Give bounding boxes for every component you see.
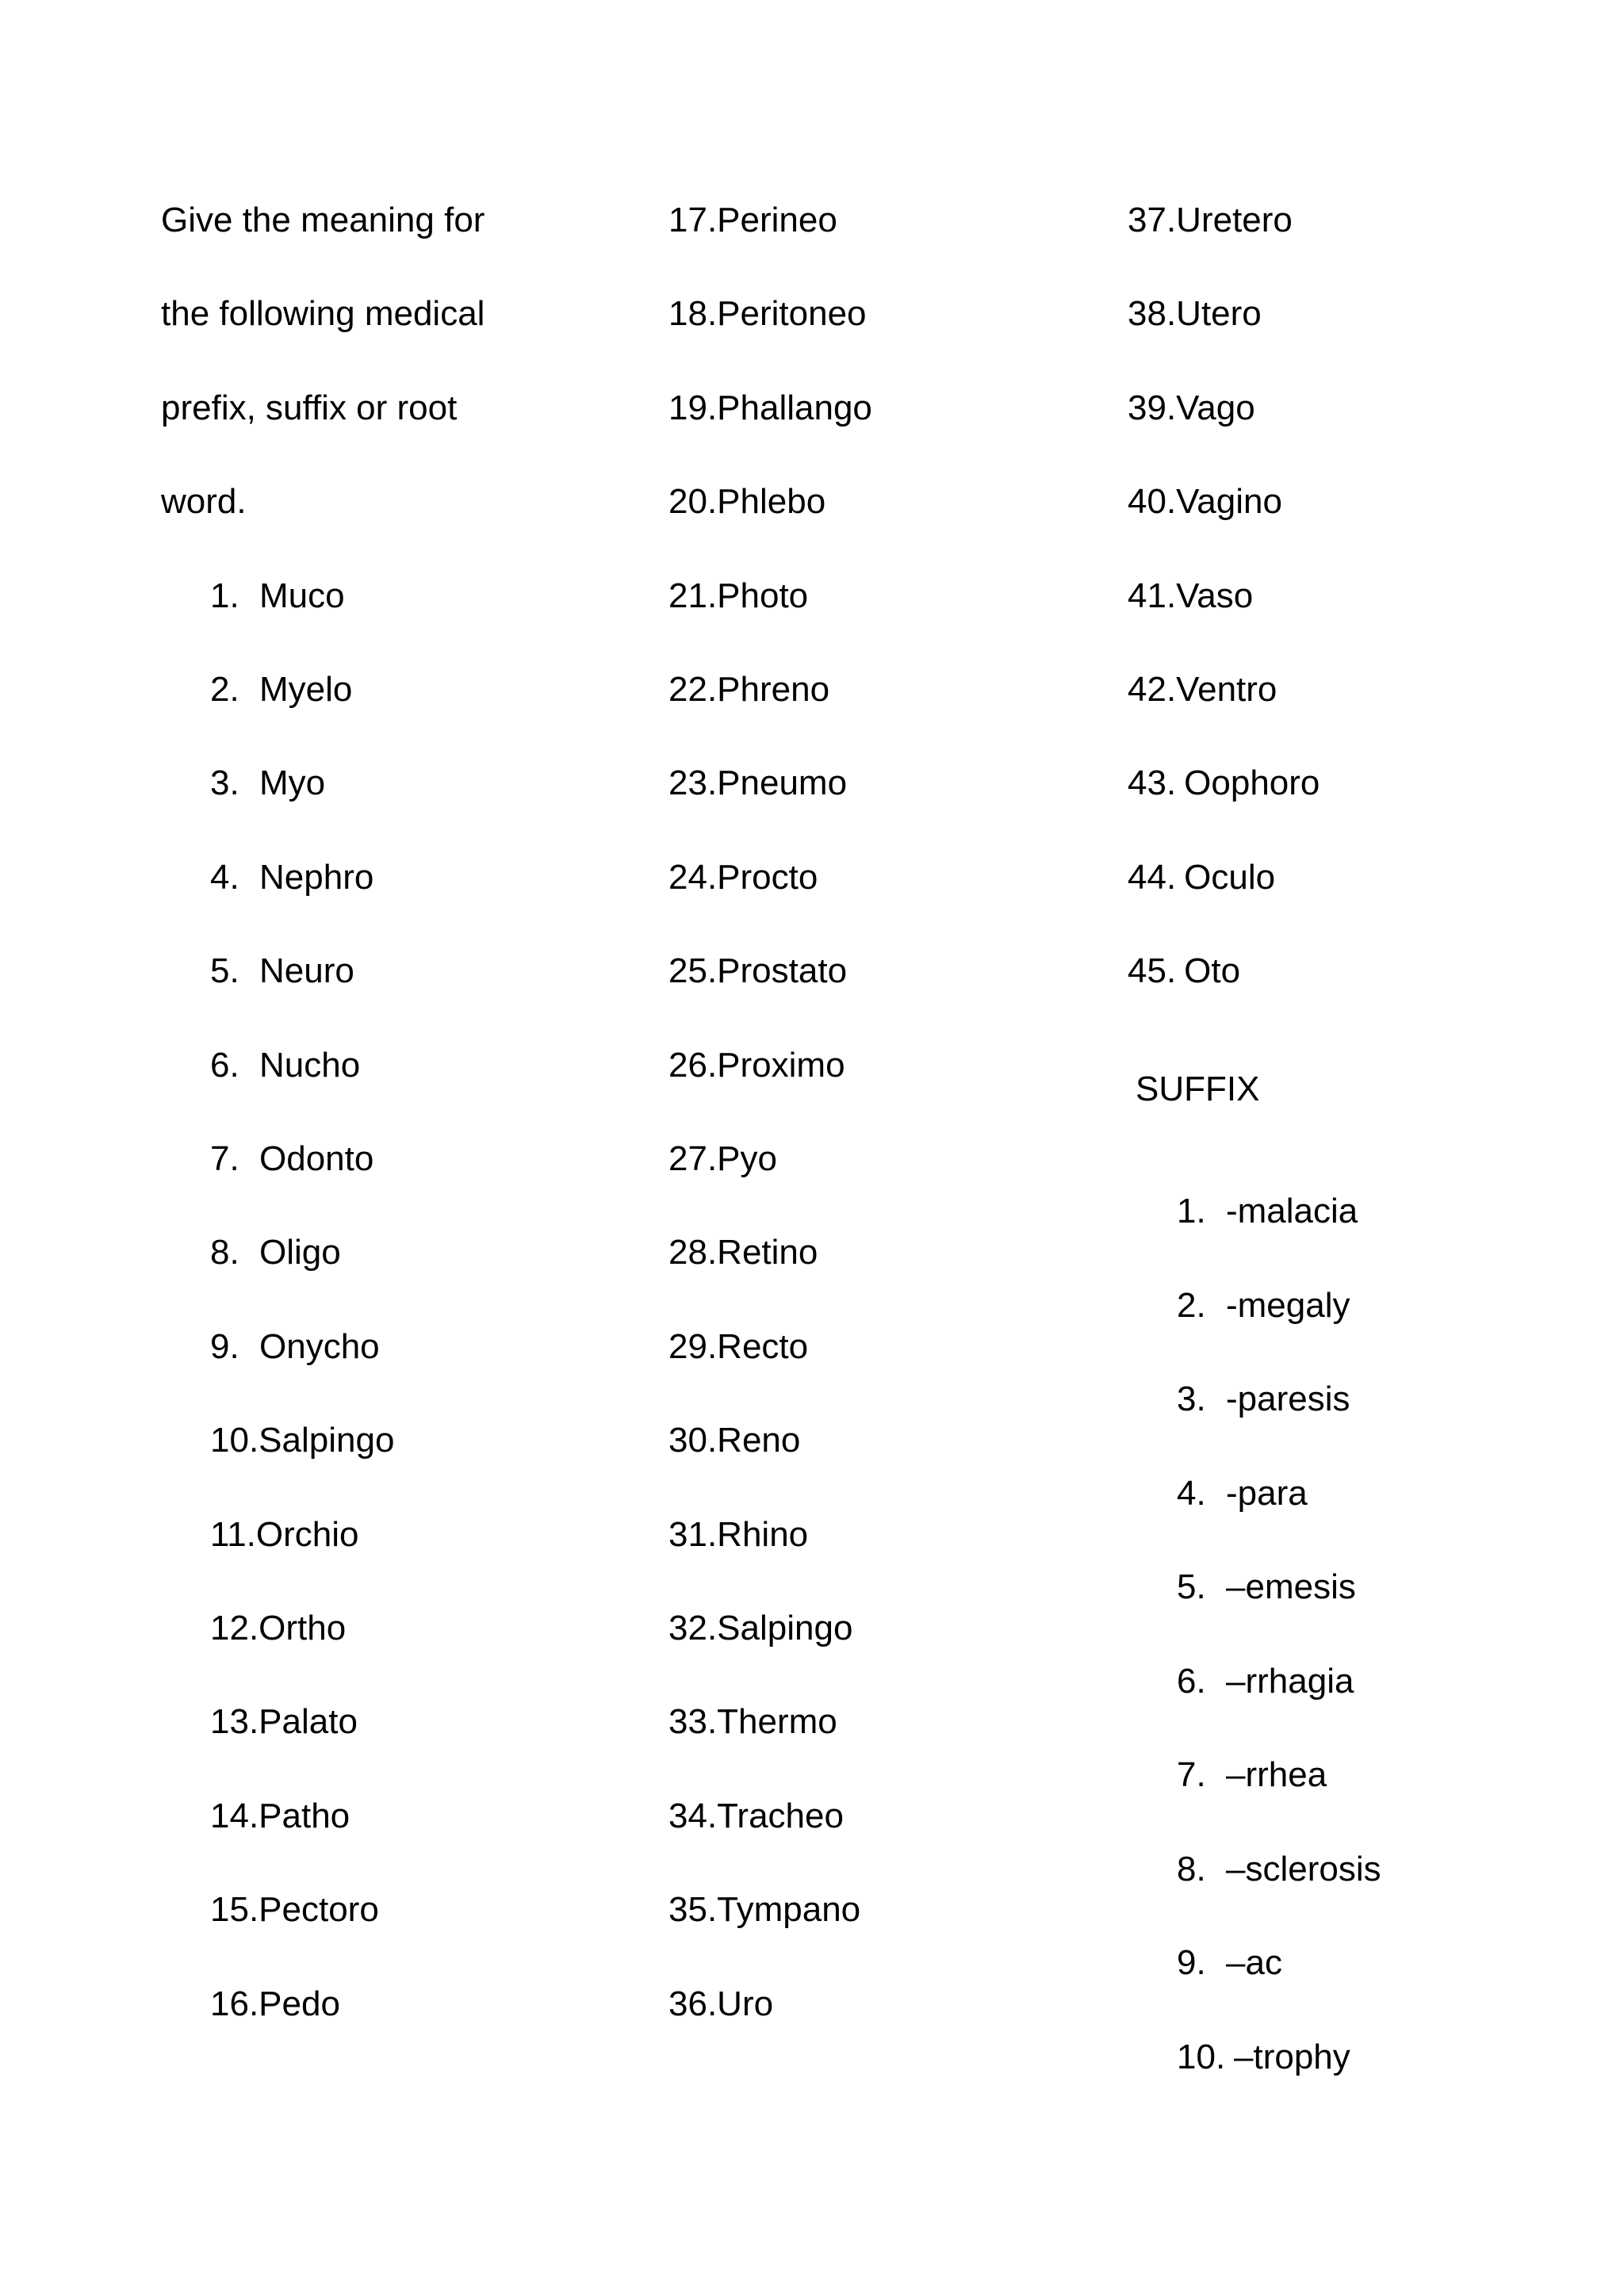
item-term: -megaly bbox=[1226, 1285, 1350, 1325]
item-term: Pectoro bbox=[259, 1890, 379, 1930]
item-term: Prostato bbox=[717, 951, 848, 991]
list-item bbox=[668, 1890, 861, 1930]
item-term: Uretero bbox=[1176, 201, 1293, 239]
item-term: Retino bbox=[717, 1233, 818, 1272]
item-term: Peritoneo bbox=[717, 294, 867, 334]
item-number: 40. bbox=[1128, 482, 1177, 522]
instruction-line bbox=[161, 482, 247, 522]
item-term: -paresis bbox=[1226, 1380, 1350, 1418]
list-item bbox=[1128, 388, 1255, 427]
item-number: 33. bbox=[668, 1702, 718, 1742]
item-term: Oto bbox=[1184, 951, 1241, 991]
item-number: 13. bbox=[210, 1702, 259, 1742]
item-term: Onycho bbox=[259, 1326, 380, 1366]
item-number: 18. bbox=[668, 294, 718, 334]
item-number: 45. bbox=[1128, 951, 1177, 991]
item-term: Proximo bbox=[717, 1045, 845, 1085]
item-term: -para bbox=[1226, 1473, 1308, 1513]
list-item bbox=[210, 1326, 380, 1366]
list-item bbox=[668, 1796, 844, 1835]
item-term: Rhino bbox=[717, 1514, 809, 1554]
item-number: 41. bbox=[1128, 576, 1177, 615]
item-number: 35. bbox=[668, 1890, 718, 1930]
item-term: Tracheo bbox=[717, 1796, 844, 1835]
suffix-item bbox=[1177, 1567, 1356, 1606]
list-item bbox=[210, 1702, 358, 1742]
item-term: Myo bbox=[259, 763, 326, 803]
item-number: 3. bbox=[210, 763, 239, 803]
item-term: Uro bbox=[717, 1984, 774, 2023]
item-term: Oligo bbox=[259, 1233, 341, 1272]
suffix-item bbox=[1177, 2037, 1350, 2076]
item-number: 36. bbox=[668, 1984, 718, 2023]
item-number: 14. bbox=[210, 1796, 259, 1835]
item-number: 6. bbox=[210, 1045, 239, 1085]
list-item bbox=[668, 951, 848, 991]
item-term: Phallango bbox=[717, 388, 872, 427]
item-number: 34. bbox=[668, 1796, 718, 1835]
item-term: Reno bbox=[717, 1421, 801, 1460]
item-number: 8. bbox=[210, 1233, 239, 1272]
item-number: 1. bbox=[1177, 1192, 1206, 1230]
list-item bbox=[668, 1235, 818, 1270]
text-line: Give the meaning for bbox=[161, 201, 485, 239]
item-number: 3. bbox=[1177, 1380, 1206, 1418]
list-item bbox=[1128, 857, 1276, 897]
list-item bbox=[668, 203, 837, 238]
item-term: Oophoro bbox=[1184, 763, 1320, 803]
list-item bbox=[210, 576, 345, 615]
list-item bbox=[210, 1890, 379, 1930]
item-number: 19. bbox=[668, 388, 718, 427]
list-item bbox=[210, 1796, 350, 1835]
item-number: 8. bbox=[1177, 1849, 1206, 1888]
suffix-item bbox=[1177, 1755, 1327, 1794]
item-number: 24. bbox=[668, 857, 718, 897]
item-number: 23. bbox=[668, 763, 718, 803]
suffix-item bbox=[1177, 1661, 1354, 1701]
item-number: 2. bbox=[210, 670, 239, 709]
item-number: 1. bbox=[210, 576, 239, 615]
instruction-line bbox=[161, 388, 458, 427]
item-term: Odonto bbox=[259, 1139, 374, 1178]
item-term: –rrhagia bbox=[1226, 1661, 1354, 1701]
item-term: Salpingo bbox=[259, 1421, 395, 1460]
item-term: Tympano bbox=[717, 1890, 861, 1930]
suffix-item bbox=[1177, 1285, 1350, 1325]
item-term: Phreno bbox=[717, 670, 830, 709]
item-term: –trophy bbox=[1234, 2037, 1350, 2076]
list-item bbox=[668, 763, 848, 803]
suffix-item bbox=[1177, 1849, 1381, 1888]
item-term: -malacia bbox=[1226, 1192, 1358, 1230]
item-number: 4. bbox=[1177, 1473, 1206, 1513]
suffix-item bbox=[1177, 1473, 1308, 1513]
item-term: Muco bbox=[259, 576, 345, 615]
item-number: 37. bbox=[1128, 201, 1177, 239]
item-term: Recto bbox=[717, 1326, 809, 1366]
list-item bbox=[1128, 672, 1277, 707]
list-item bbox=[668, 672, 829, 707]
item-term: –ac bbox=[1226, 1943, 1282, 1982]
list-item bbox=[210, 1984, 340, 2023]
list-item bbox=[210, 857, 374, 897]
item-term: Myelo bbox=[259, 670, 353, 709]
item-term: Phlebo bbox=[717, 482, 826, 522]
item-term: Ventro bbox=[1176, 670, 1277, 709]
item-number: 17. bbox=[668, 201, 718, 239]
item-number: 10. bbox=[1177, 2037, 1226, 2076]
list-item bbox=[668, 1611, 852, 1646]
list-item bbox=[668, 1045, 845, 1085]
list-item bbox=[210, 672, 352, 707]
list-item bbox=[668, 857, 818, 897]
item-number: 5. bbox=[1177, 1567, 1206, 1606]
list-item bbox=[1128, 763, 1320, 803]
list-item bbox=[210, 1514, 359, 1554]
item-term: Procto bbox=[717, 857, 818, 897]
item-term: Thermo bbox=[717, 1702, 837, 1742]
item-number: 25. bbox=[668, 951, 718, 991]
text-line: SUFFIX bbox=[1136, 1070, 1260, 1108]
list-item bbox=[210, 1611, 346, 1646]
item-number: 26. bbox=[668, 1045, 718, 1085]
item-term: Utero bbox=[1176, 294, 1262, 334]
item-number: 42. bbox=[1128, 670, 1177, 709]
list-item bbox=[668, 294, 867, 334]
item-term: Oculo bbox=[1184, 857, 1276, 897]
item-number: 4. bbox=[210, 857, 239, 897]
item-number: 29. bbox=[668, 1326, 718, 1366]
suffix-item bbox=[1177, 1382, 1350, 1417]
list-item bbox=[210, 951, 354, 991]
list-item bbox=[210, 1045, 361, 1085]
text-line: the following medical bbox=[161, 294, 485, 334]
item-term: –rrhea bbox=[1226, 1755, 1327, 1794]
item-term: Ortho bbox=[259, 1609, 347, 1647]
item-number: 43. bbox=[1128, 763, 1177, 803]
list-item bbox=[1128, 203, 1293, 238]
item-term: Vago bbox=[1176, 388, 1255, 427]
item-number: 16. bbox=[210, 1984, 259, 2023]
suffix-item bbox=[1177, 1943, 1282, 1982]
list-item bbox=[1128, 951, 1241, 991]
list-item bbox=[668, 1984, 774, 2023]
item-term: –emesis bbox=[1226, 1567, 1356, 1606]
list-item bbox=[668, 1326, 809, 1366]
item-term: –sclerosis bbox=[1226, 1849, 1381, 1888]
suffix-item bbox=[1177, 1194, 1358, 1229]
item-number: 5. bbox=[210, 951, 239, 991]
list-item bbox=[1128, 294, 1262, 334]
item-term: Nucho bbox=[259, 1045, 361, 1085]
item-term: Vagino bbox=[1176, 482, 1282, 522]
item-number: 12. bbox=[210, 1609, 259, 1647]
item-number: 2. bbox=[1177, 1285, 1206, 1325]
item-number: 31. bbox=[668, 1514, 718, 1554]
instruction-line bbox=[161, 203, 485, 238]
item-number: 30. bbox=[668, 1421, 718, 1460]
item-number: 9. bbox=[1177, 1943, 1206, 1982]
item-number: 11. bbox=[210, 1514, 256, 1554]
item-term: Neuro bbox=[259, 951, 354, 991]
suffix-heading bbox=[1136, 1072, 1259, 1107]
list-item bbox=[668, 1423, 800, 1458]
item-number: 7. bbox=[1177, 1755, 1206, 1794]
text-line: word. bbox=[161, 482, 247, 522]
item-term: Patho bbox=[259, 1796, 350, 1835]
item-term: Orchio bbox=[255, 1514, 359, 1554]
item-number: 28. bbox=[668, 1233, 718, 1272]
item-term: Vaso bbox=[1176, 576, 1254, 615]
text-line: prefix, suffix or root bbox=[161, 388, 458, 427]
item-term: Palato bbox=[259, 1702, 358, 1742]
item-number: 22. bbox=[668, 670, 718, 709]
list-item bbox=[210, 1139, 374, 1178]
item-term: Photo bbox=[717, 576, 809, 615]
list-item bbox=[668, 1702, 837, 1742]
list-item bbox=[668, 1139, 777, 1178]
list-item bbox=[1128, 576, 1254, 615]
list-item bbox=[668, 576, 809, 615]
list-item bbox=[1128, 482, 1282, 522]
list-item bbox=[668, 1514, 809, 1554]
item-number: 38. bbox=[1128, 294, 1177, 334]
item-term: Nephro bbox=[259, 857, 374, 897]
item-term: Pedo bbox=[259, 1984, 340, 2023]
instruction-line bbox=[161, 294, 485, 334]
list-item bbox=[210, 1423, 394, 1458]
list-item bbox=[668, 388, 872, 427]
item-number: 7. bbox=[210, 1139, 239, 1178]
item-number: 20. bbox=[668, 482, 718, 522]
list-item bbox=[210, 1235, 341, 1270]
item-number: 44. bbox=[1128, 857, 1177, 897]
item-number: 27. bbox=[668, 1139, 718, 1178]
item-number: 9. bbox=[210, 1326, 239, 1366]
item-number: 15. bbox=[210, 1890, 259, 1930]
item-number: 10. bbox=[210, 1421, 259, 1460]
item-number: 21. bbox=[668, 576, 718, 615]
item-term: Salpingo bbox=[717, 1609, 853, 1647]
list-item bbox=[668, 482, 826, 522]
item-term: Pyo bbox=[717, 1139, 777, 1178]
list-item bbox=[210, 763, 326, 803]
item-term: Pneumo bbox=[717, 763, 848, 803]
item-number: 39. bbox=[1128, 388, 1177, 427]
item-term: Perineo bbox=[717, 201, 837, 239]
item-number: 6. bbox=[1177, 1661, 1206, 1701]
item-number: 32. bbox=[668, 1609, 718, 1647]
